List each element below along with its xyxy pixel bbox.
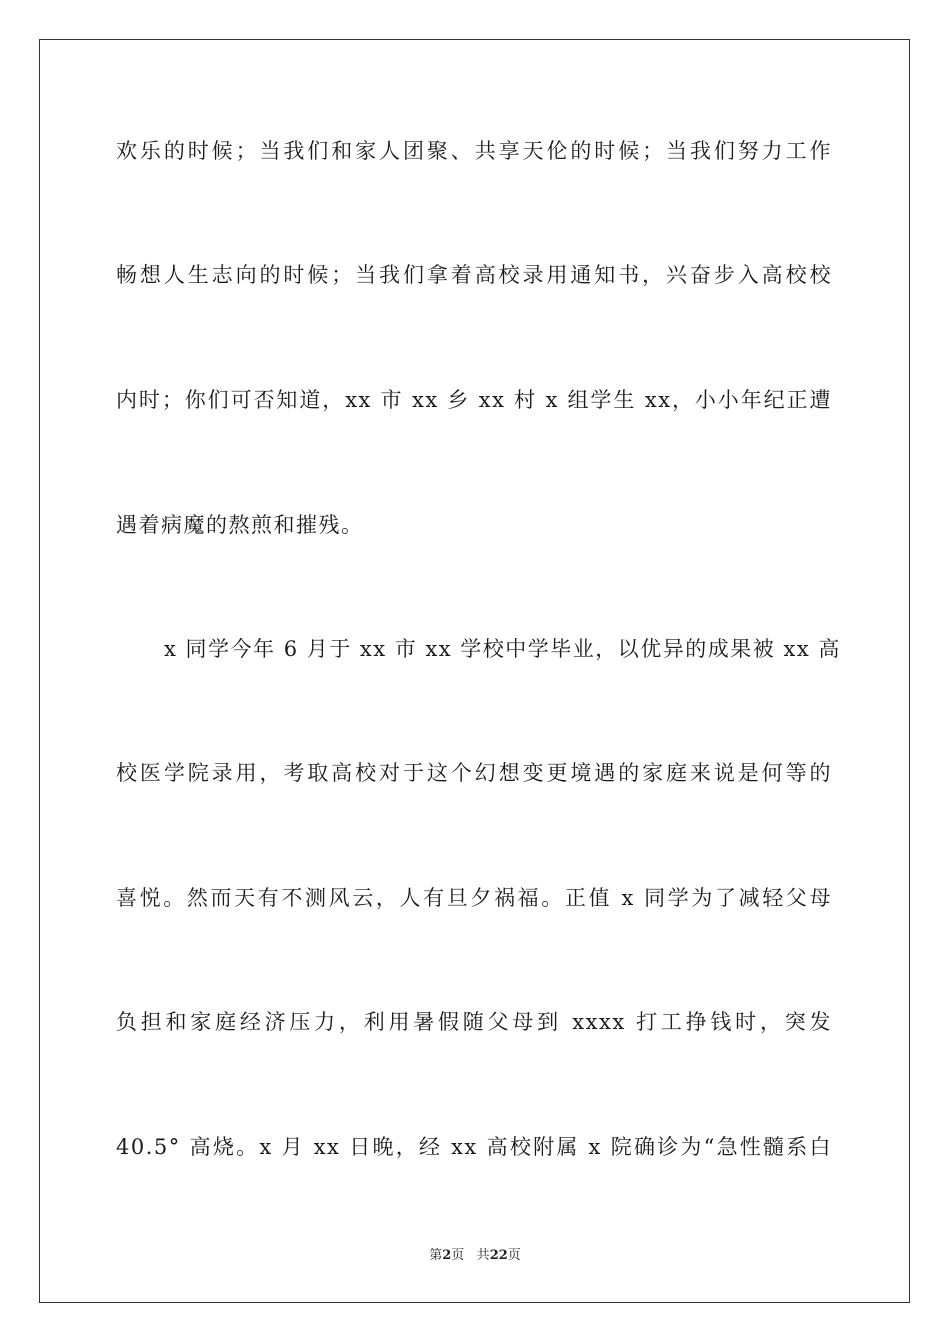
footer-page-suffix: 页 [451,1248,465,1263]
footer-total-suffix: 页 [507,1248,521,1263]
body-line-1: 欢乐的时候；当我们和家人团聚、共享天伦的时候；当我们努力工作 [116,139,832,163]
footer-total-pages: 22 [489,1248,508,1263]
page-footer [0,1247,950,1265]
body-line-2: 畅想人生志向的时候；当我们拿着高校录用通知书，兴奋步入高校校 [116,263,832,287]
body-line-9: 40.5° 高烧。x 月 xx 日晚，经 xx 高校附属 x 院确诊为“急性髓系白 [116,1135,832,1159]
footer-prefix: 第 [429,1248,443,1263]
body-line-7: 喜悦。然而天有不测风云，人有旦夕祸福。正值 x 同学为了减轻父母 [116,886,832,910]
footer-current-page: 2 [442,1248,452,1263]
footer-total-prefix: 共 [476,1248,490,1263]
body-line-3: 内时；你们可否知道，xx 市 xx 乡 xx 村 x 组学生 xx，小小年纪正遭 [116,388,832,412]
body-line-6: 校医学院录用，考取高校对于这个幻想变更境遇的家庭来说是何等的 [116,761,832,785]
body-line-8: 负担和家庭经济压力，利用暑假随父母到 xxxx 打工挣钱时，突发 [116,1010,832,1034]
body-line-5: x 同学今年 6 月于 xx 市 xx 学校中学毕业，以优异的成果被 xx 高 [164,637,841,661]
body-line-4: 遇着病魔的熬煎和摧残。 [116,513,364,537]
page-border [39,39,910,1303]
